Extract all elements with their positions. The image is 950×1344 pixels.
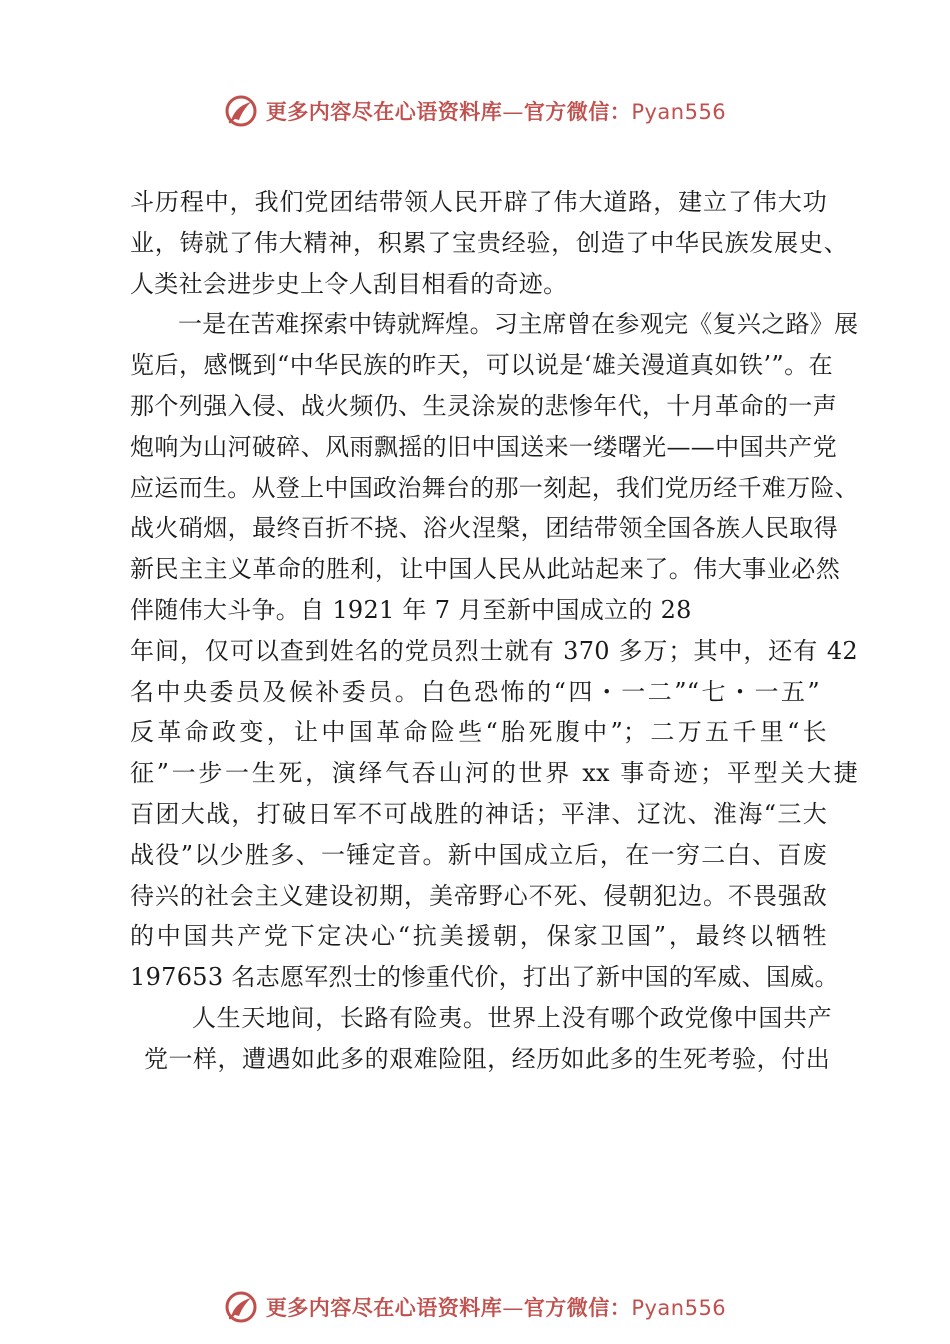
text-line: 应运而生。从登上中国政治舞台的那一刻起，我们党历经千难万险、 [130,473,859,502]
text-line: 伴随伟大斗争。自 1921 年 7 月至新中国成立的 28 [130,595,692,624]
banner-text [266,96,726,126]
text-line: 新民主主义革命的胜利，让中国人民从此站起来了。伟大事业必然 [130,555,840,584]
text-line: 那个列强入侵、战火频仍、生灵涂炭的悲惨年代，十月革命的一声 [130,391,837,420]
text-line: 业，铸就了伟大精神，积累了宝贵经验，创造了中华民族发展史、 [130,228,848,257]
banner-separator: — [502,100,524,124]
banner-separator: — [502,1296,524,1320]
text-line: 名中央委员及候补委员。白色恐怖的“四・一二”“七・一五” [130,677,820,706]
text-line: 反革命政变，让中国革命险些“胎死腹中”；二万五千里“长 [130,718,827,747]
text-line: 人类社会进步史上令人刮目相看的奇迹。 [130,269,568,298]
logo-icon [224,94,258,128]
text-line: 待兴的社会主义建设初期，美帝野心不死、侵朝犯边。不畏强敌 [130,881,827,910]
banner-wechat-id: Pyan556 [631,1296,727,1320]
text-line: 人生天地间，长路有险夷。世界上没有哪个政党像中国共产 [192,1003,832,1032]
text-line: 党一样，遭遇如此多的艰难险阻，经历如此多的生死考验，付出 [144,1044,830,1073]
text-line: 览后，感慨到“中华民族的昨天，可以说是‘雄关漫道真如铁’”。在 [130,351,833,380]
text-line: 年间，仅可以查到姓名的党员烈士就有 370 多万；其中，还有 42 [130,636,858,665]
text-line: 一是在苦难探索中铸就辉煌。习主席曾在参观完《复兴之路》展 [178,310,859,339]
logo-icon [224,1290,258,1324]
text-line: 战役”以少胜多、一锤定音。新中国成立后，在一穷二白、百废 [130,840,827,869]
text-line: 的中国共产党下定决心“抗美援朝，保家卫国”，最终以牺牲 [130,922,827,951]
banner-main: 更多内容尽在心语资料库 [265,100,503,124]
text-line: 征”一步一生死，演绎气吞山河的世界 xx 事奇迹；平型关大捷 [130,759,858,788]
banner-wechat-id: Pyan556 [631,100,727,124]
banner-wechat-label: 官方微信： [523,1296,632,1320]
text-line: 战火硝烟，最终百折不挠、浴火涅槃，团结带领全国各族人民取得 [130,514,838,543]
text-line: 百团大战，打破日军不可战胜的神话；平津、辽沈、淮海“三大 [130,799,827,828]
banner-main: 更多内容尽在心语资料库 [265,1296,503,1320]
footer-banner [0,1290,950,1324]
header-banner [0,94,950,128]
banner-wechat-label: 官方微信： [523,100,632,124]
document-body [130,182,865,1080]
text-line: 197653 名志愿军烈士的惨重代价，打出了新中国的军威、国威。 [130,963,839,992]
text-line: 斗历程中，我们党团结带领人民开辟了伟大道路，建立了伟大功 [130,188,827,216]
text-line: 炮响为山河破碎、风雨飘摇的旧中国送来一缕曙光——中国共产党 [130,432,837,461]
banner-text [266,1292,726,1322]
